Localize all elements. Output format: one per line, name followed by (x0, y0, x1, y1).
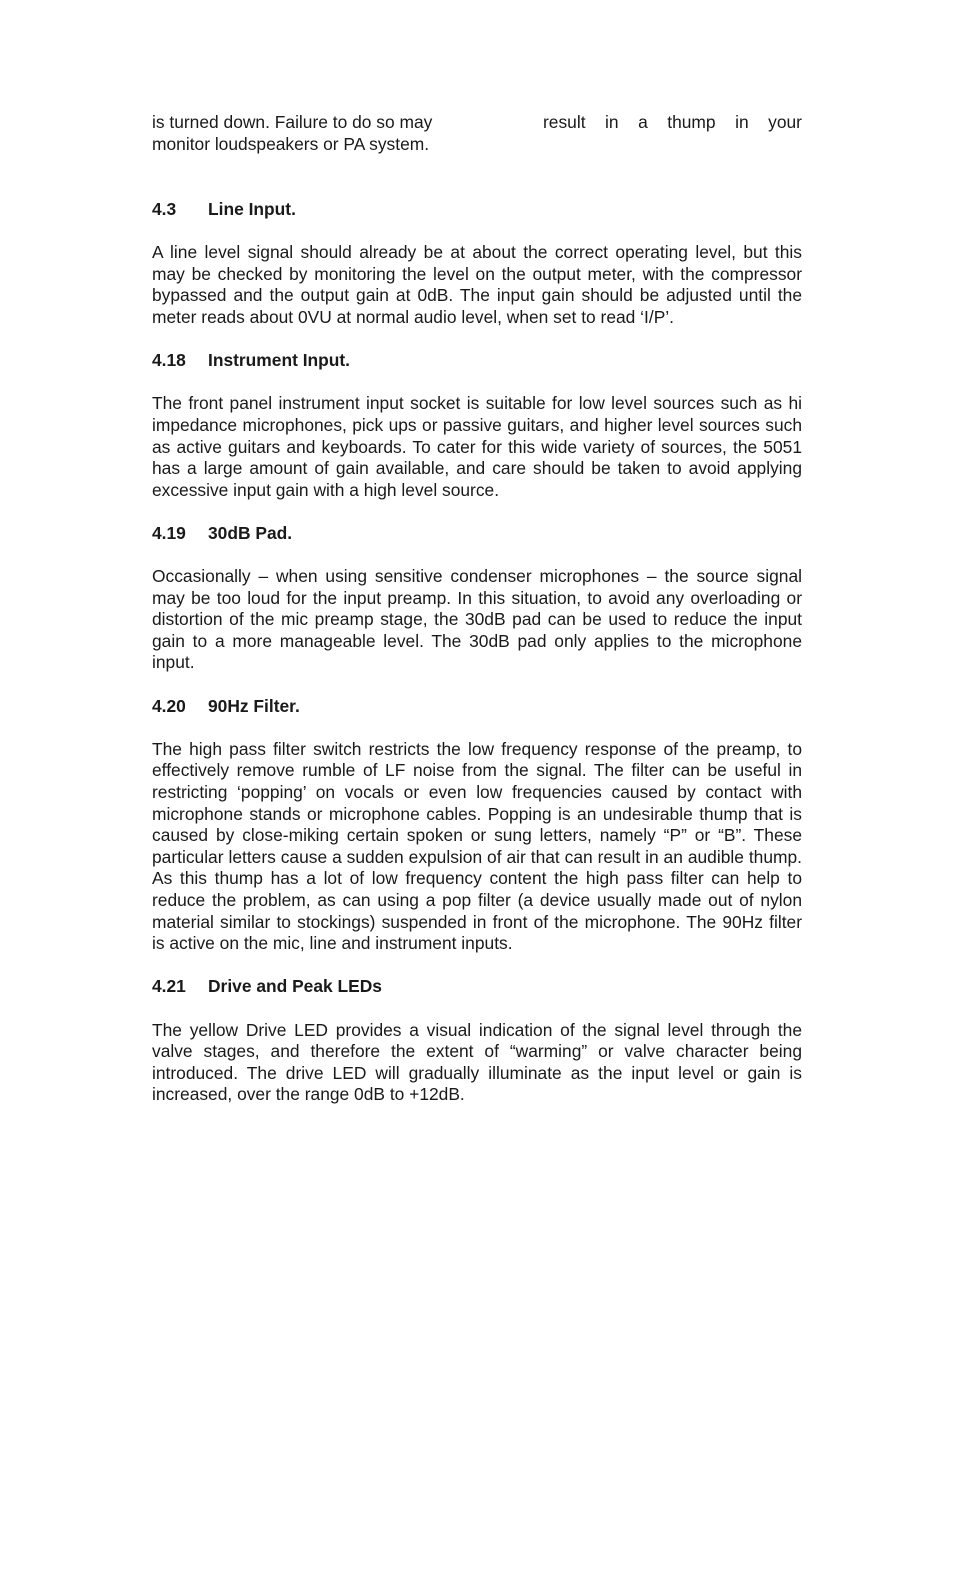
section-body: The front panel instrument input socket is suitable for low level sources such as hi impedance microphones, pick ups or passive guitars, and higher level sources such as active guitars and keyboards. To cater for this wide variety of sources, the 5051 has a large amount of gain available, and care should be taken to avoid applying excessive input gain with a high level source. (152, 393, 802, 500)
intro-right-column (543, 112, 802, 134)
section-title: Instrument Input. (208, 350, 351, 371)
section-number: 4.19 (152, 522, 186, 543)
section-body: The yellow Drive LED provides a visual indication of the signal level through the valve stages, and therefore the extent of “warming” or valve character being introduced. The drive LED will gradually illuminate as the input level or gain is increased, over the range 0dB to +12dB. (152, 1019, 802, 1105)
section-heading (152, 350, 802, 372)
section-title: Line Input. (208, 199, 296, 219)
intro-word: thump (667, 112, 716, 132)
intro-word: result (543, 112, 586, 132)
intro-word: in (605, 112, 619, 132)
intro-word: your (768, 112, 802, 132)
section-heading (152, 696, 802, 718)
section-body: The high pass filter switch restricts the low frequency response of the preamp, to effectively remove rumble of LF noise from the signal. The filter can be useful in restricting ‘popping’ on vocals or even low frequencies caused by contact with microphone stands or microphone cables. Popping is an undesirable thump that is caused by close-miking certain spoken or sung letters, namely “P” or “B”. These particular letters cause a sudden expulsion of air that can result in an audible thump. As this thump has a lot of low frequency content the high pass filter can help to reduce the problem, as can using a pop filter (a device usually made out of nylon material similar to stockings) suspended in front of the microphone. The 90Hz filter is active on the mic, line and instrument inputs. (152, 738, 802, 954)
section-number: 4.3 (152, 199, 177, 219)
intro-word: in (735, 112, 749, 132)
section-title: 30dB Pad. (208, 522, 293, 543)
section-number: 4.21 (152, 976, 186, 997)
intro-line-1: is turned down. Failure to do so may (152, 112, 433, 132)
section-number: 4.20 (152, 695, 186, 716)
section-heading (152, 976, 802, 998)
document-page (152, 112, 802, 1106)
section-body: A line level signal should already be at about the correct operating level, but this may be checked by monitoring the level on the output meter, with the compressor bypassed and the output gain at 0dB. The input gain should be adjusted until the meter reads about 0VU at normal audio level, when set to read ‘I/P’. (152, 242, 802, 327)
section-90hz-filter (152, 696, 802, 955)
section-title: Drive and Peak LEDs (208, 976, 382, 997)
section-line-input (152, 199, 802, 329)
intro-line-2: monitor loudspeakers or PA system. (152, 133, 430, 154)
section-number: 4.18 (152, 350, 186, 371)
section-body: Occasionally – when using sensitive condenser microphones – the source signal may be too loud for the input preamp. In this situation, to avoid any overloading or distortion of the mic preamp stage, the 30dB pad can be used to reduce the input gain to a more manageable level. The 30dB pad only applies to the microphone input. (152, 566, 802, 673)
section-instrument-input (152, 350, 802, 501)
intro-word: a (638, 112, 648, 132)
section-heading (152, 199, 802, 221)
section-drive-peak-leds (152, 976, 802, 1106)
section-title: 90Hz Filter. (208, 695, 300, 716)
intro-paragraph (152, 112, 802, 156)
section-heading (152, 523, 802, 545)
section-30db-pad (152, 523, 802, 674)
